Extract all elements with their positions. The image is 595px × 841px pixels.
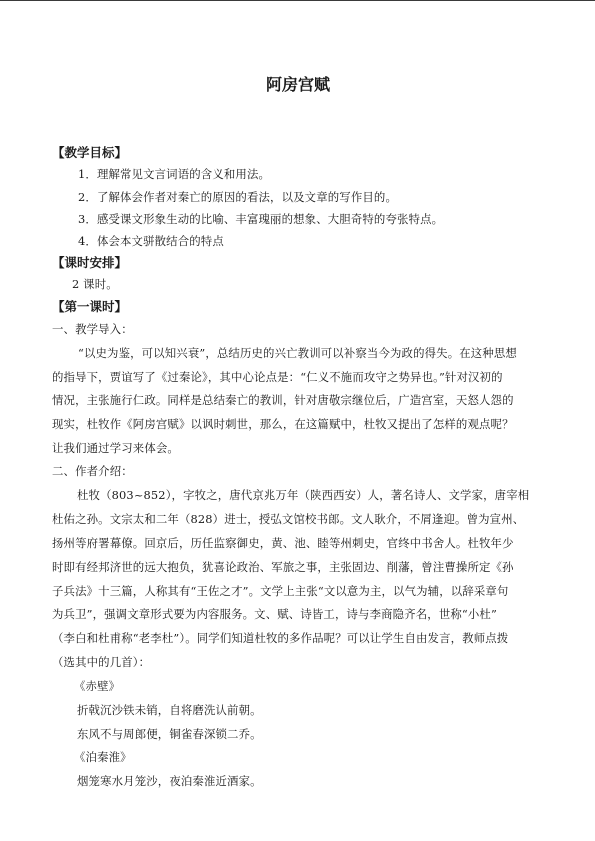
- poem-title: 《赤壁》: [74, 679, 121, 693]
- intro-line: “以史为鉴，可以知兴衰”，总结历史的兴亡教训可以补察当今为政的得失。在这种思想: [78, 346, 517, 360]
- schedule-heading: 【课时安排】: [52, 255, 128, 270]
- author-line: 杜牧（803~852），字牧之，唐代京兆万年（陕西西安）人，著名诗人、文学家，唐宰相: [77, 488, 530, 502]
- author-line: （选其中的几首）：: [52, 655, 151, 669]
- poem-line: 折戟沉沙铁未销，自将磨洗认前朝。: [77, 703, 262, 717]
- header-rule: [0, 0, 595, 1]
- lesson1-heading: 【第一课时】: [52, 299, 128, 314]
- poem-line: 烟笼寒水月笼沙，夜泊秦淮近酒家。: [77, 774, 262, 788]
- intro-line: 让我们通过学习来体会。: [52, 441, 179, 455]
- author-line: 为兵卫”，强调文章形式要为内容服务。文、赋、诗皆工，诗与李商隐齐名，世称“小杜”: [52, 607, 497, 621]
- poem-line: 东风不与周郎便，铜雀春深锁二乔。: [77, 727, 262, 741]
- objective-item: 2．了解体会作者对秦亡的原因的看法，以及文章的写作目的。: [78, 190, 397, 204]
- schedule-text: 2 课时。: [72, 277, 118, 291]
- intro-line: 的指导下，贾谊写了《过秦论》，其中心论点是：“仁义不施而攻守之势异也。”针对汉初的: [52, 370, 503, 384]
- author-line: 时即有经邦济世的远大抱负，犹喜论政治、军旅之事，主张固边、削藩，曾注曹操所定《孙: [52, 560, 514, 574]
- author-line: 子兵法》十三篇，人称其有“王佐之才”。文学上主张“文以意为主，以气为辅，以辞采章句: [52, 584, 509, 598]
- author-line: （李白和杜甫称“老李杜”）。同学们知道杜牧的多作品呢？可以让学生自由发言，教师点拨: [52, 631, 509, 645]
- poem-title: 《泊秦淮》: [74, 750, 132, 764]
- intro-line: 现实，杜牧作《阿房宫赋》以讽时刺世，那么，在这篇赋中，杜牧又提出了怎样的观点呢？: [52, 417, 514, 431]
- objectives-heading: 【教学目标】: [52, 145, 128, 160]
- objective-item: 1．理解常见文言词语的含义和用法。: [78, 167, 271, 181]
- author-line: 扬州等府署幕僚。回京后，历任监察御史，黄、池、睦等州刺史，官终中书舍人。杜牧年少: [52, 536, 514, 550]
- intro-line: 情况，主张施行仁政。同样是总结秦亡的教训，针对唐敬宗继位后，广造宫室，天怒人怨的: [52, 393, 514, 407]
- intro-label: 一、教学导入：: [52, 322, 133, 336]
- author-line: 杜佑之孙。文宗太和二年（828）进士，授弘文馆校书郎。文人耿介，不屑逢迎。曾为宣州、: [52, 512, 525, 526]
- document-title: 阿房宫赋: [265, 75, 330, 94]
- author-label: 二、作者介绍：: [52, 464, 133, 478]
- objective-item: 4．体会本文骈散结合的特点: [78, 234, 224, 248]
- objective-item: 3．感受课文形象生动的比喻、丰富瑰丽的想象、大胆奇特的夸张特点。: [78, 212, 444, 226]
